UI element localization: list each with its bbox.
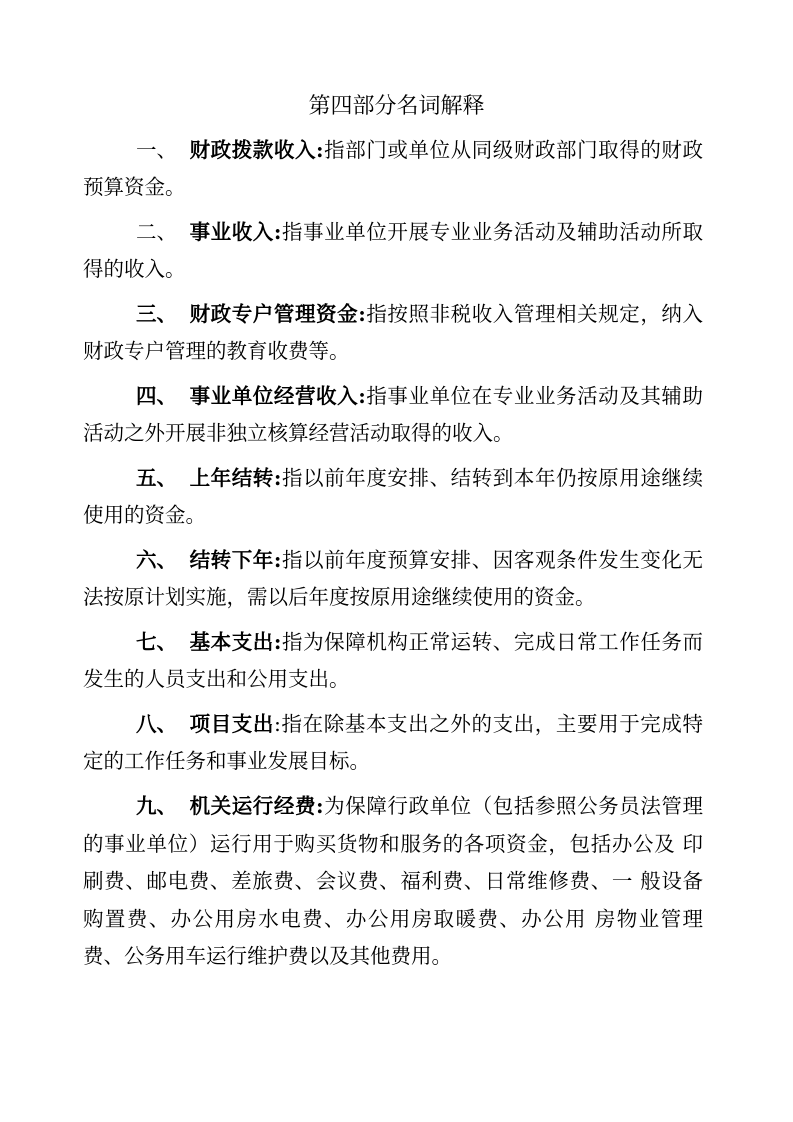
- glossary-entry: [83, 214, 703, 288]
- glossary-entry: [83, 542, 703, 616]
- entry-term: 基本支出:: [189, 630, 282, 654]
- glossary-entry: [83, 460, 703, 534]
- entry-term: 项目支出: [189, 712, 275, 736]
- glossary-entry: [83, 296, 703, 370]
- entry-number: 一、: [136, 138, 177, 162]
- entry-term: 事业收入:: [189, 220, 282, 244]
- entry-definition: :指在除基本支出之外的支出，主要用于完成特定的工作任务和事业发展目标。: [83, 712, 704, 773]
- entry-term: 事业单位经营收入:: [189, 384, 366, 408]
- entry-number: 六、: [136, 548, 177, 572]
- entry-term: 机关运行经费:: [189, 794, 324, 818]
- entry-definition: 指以前年度安排、结转到本年仍按原用途继续使用的资金。: [83, 466, 703, 527]
- entry-term: 财政拨款收入:: [189, 138, 324, 162]
- glossary-entry: [83, 788, 703, 976]
- entry-definition: 指按照非税收入管理相关规定，纳入财政专户管理的教育收费等。: [83, 302, 703, 363]
- glossary-entry: [83, 624, 703, 698]
- entry-definition: 指部门或单位从同级财政部门取得的财政预算资金。: [83, 138, 703, 199]
- entry-number: 八、: [136, 712, 177, 736]
- entry-number: 七、: [136, 630, 177, 654]
- entry-number: 二、: [136, 220, 177, 244]
- glossary-entry: [83, 132, 703, 206]
- entry-definition: 指为保障机构正常运转、完成日常工作任务而发生的人员支出和公用支出。: [83, 630, 703, 691]
- glossary-entry: [83, 378, 703, 452]
- entry-definition: 指事业单位开展专业业务活动及辅助活动所取得的收入。: [83, 220, 703, 281]
- entry-term: 结转下年:: [189, 548, 282, 572]
- entry-number: 三、: [136, 302, 177, 326]
- entry-definition: 指以前年度预算安排、因客观条件发生变化无法按原计划实施，需以后年度按原用途继续使用的资金。: [83, 548, 703, 609]
- entry-definition: 指事业单位在专业业务活动及其辅助活动之外开展非独立核算经营活动取得的收入。: [83, 384, 703, 445]
- page-title: 第四部分名词解释: [308, 94, 485, 119]
- glossary-entry: [83, 706, 703, 780]
- entry-number: 九、: [136, 794, 177, 818]
- entry-term: 上年结转:: [189, 466, 282, 490]
- entry-term: 财政专户管理资金:: [189, 302, 366, 326]
- entry-definition: 为保障行政单位（包括参照公务员法管理 的事业单位）运行用于购买货物和服务的各项资金，包括办公及 印刷费、邮电费、差旅费、会议费、福利费、日常维修费、一 般设备购置费、办公用房水电费、办公用房取暖费、办公用 房物业管理费、公务用车运行维护费以及其他费用。: [83, 794, 703, 968]
- entry-number: 五、: [136, 466, 177, 490]
- glossary-body: [83, 132, 703, 984]
- entry-number: 四、: [136, 384, 177, 408]
